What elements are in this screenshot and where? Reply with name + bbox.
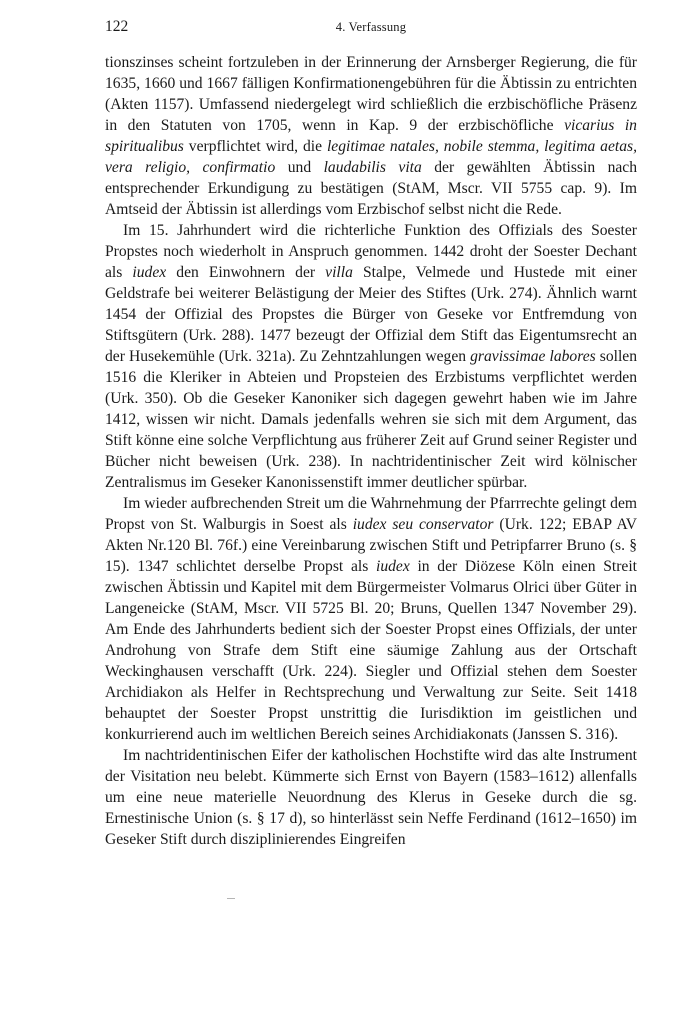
page-header bbox=[105, 18, 637, 40]
text-run: (Urk. 122; EBAP AV Akten Nr.120 Bl. 76f.) eine Vereinbarung zwischen Stift und Petripfarrer Bruno (s. § 15). 1347 schlichtet derselbe Propst als bbox=[105, 516, 638, 575]
italic-term: villa bbox=[325, 264, 353, 281]
italic-term: iudex bbox=[132, 264, 167, 281]
book-page bbox=[105, 18, 637, 850]
text-run: verpflichtet wird, die bbox=[183, 138, 327, 155]
body-text bbox=[105, 52, 637, 850]
italic-term: gravissimae labores bbox=[470, 348, 596, 365]
text-run: Im nachtridentinischen Eifer der katholischen Hochstifte wird das alte Instrument der Visitation neu belebt. Kümmerte sich Ernst von Bayern (1583–1612) allenfalls um eine neue materielle Neuordnung des Klerus in Geseke durch die sg. Ernestinische Union (s. § 17 d), so hinterlässt sein Neffe Ferdinand (1612–1650) im Geseker Stift durch disziplinierendes Eingreifen bbox=[105, 747, 637, 848]
text-run: Im wieder aufbrechenden Streit um die Wahrnehmung der Pfarrrechte gelingt dem Propst von St. Walburgis in Soest als bbox=[105, 495, 637, 533]
text-run: Im 15. Jahrhundert wird die richterliche Funktion des Offizials des Soester Propstes noch wiederholt in Anspruch genommen. 1442 droht der Soester Dechant als bbox=[105, 222, 637, 281]
paragraph bbox=[105, 52, 637, 220]
footer-mark bbox=[227, 898, 235, 899]
text-run: tionszinses scheint fortzuleben in der Erinnerung der Arnsberger Regierung, die für 1635, 1660 und 1667 fälligen Konfirmationengebühren für die Äbtissin zu entrichten (Akten 1157). Umfassend niedergelegt wird schließlich die erzbischöfliche Präsenz in den Statuten von 1705, wenn in Kap. 9 der erzbischöfliche bbox=[105, 54, 637, 134]
text-run: und bbox=[275, 159, 324, 176]
text-run: sollen 1516 die Kleriker in Abteien und Propsteien des Erzbistums verpflichtet werden (Urk. 350). Ob die Geseker Kanoniker sich dagegen gewehrt haben wie im Jahre 1412, wissen wir nicht. Damals jedenfalls wehren sie sich mit dem Argument, das Stift könne eine solche Verpflichtung aus früherer Zeit auf Grund seiner Register und Bücher nicht beweisen (Urk. 238). In nachtridentinischer Zeit wird kölnischer Zentralismus im Geseker Kanonissenstift immer deutlicher spürbar. bbox=[105, 348, 637, 491]
italic-term: vicarius in spiritualibus bbox=[105, 117, 637, 155]
text-run: der gewählten Äbtissin nach entsprechender Erkundigung zu bestätigen (StAM, Mscr. VII 5755 cap. 9). Im Amtseid der Äbtissin ist allerdings vom Erzbischof selbst nicht die Rede. bbox=[105, 159, 638, 218]
paragraph bbox=[105, 493, 637, 745]
italic-term: iudex bbox=[375, 558, 410, 575]
italic-term: legitimae natales, nobile stemma, legitima aetas, vera religio, confirmatio bbox=[105, 138, 637, 176]
text-run: den Einwohnern der bbox=[166, 264, 326, 281]
italic-term: laudabilis vita bbox=[323, 159, 422, 176]
paragraph bbox=[105, 220, 637, 493]
running-head: 4. Verfassung bbox=[335, 20, 407, 34]
paragraph bbox=[105, 745, 637, 850]
text-run: in der Diözese Köln einen Streit zwischen Äbtissin und Kapitel mit dem Bürgermeister Volmarus Olrici über Güter in Langeneicke (StAM, Mscr. VII 5725 Bl. 20; Bruns, Quellen 1347 November 29). Am Ende des Jahrhunderts bedient sich der Soester Propst eines Offizials, der unter Androhung von Strafe dem Stift eine säumige Zahlung aus der Ortschaft Weckinghausen verschafft (Urk. 224). Siegler und Offizial stehen dem Soester Archidiakon als Helfer in Rechtsprechung und Verwaltung zur Seite. Seit 1418 behauptet der Soester Propst unstrittig die Iurisdiktion im geistlichen und konkurrierend auch im weltlichen Bereich seines Archidiakonats (Janssen S. 316). bbox=[105, 558, 637, 743]
page-number: 122 bbox=[105, 18, 129, 35]
italic-term: iudex seu conservator bbox=[352, 516, 494, 533]
text-run: Stalpe, Velmede und Hustede mit einer Geldstrafe bei weiterer Belästigung der Meier des Stiftes (Urk. 274). Ähnlich warnt 1454 der Offizial des Propstes die Bürger von Geseke vor Entfremdung von Stiftsgütern (Urk. 288). 1477 bezeugt der Offizial dem Stift das Eigentumsrecht an der Husekemühle (Urk. 321a). Zu Zehntzahlungen wegen bbox=[105, 264, 637, 365]
